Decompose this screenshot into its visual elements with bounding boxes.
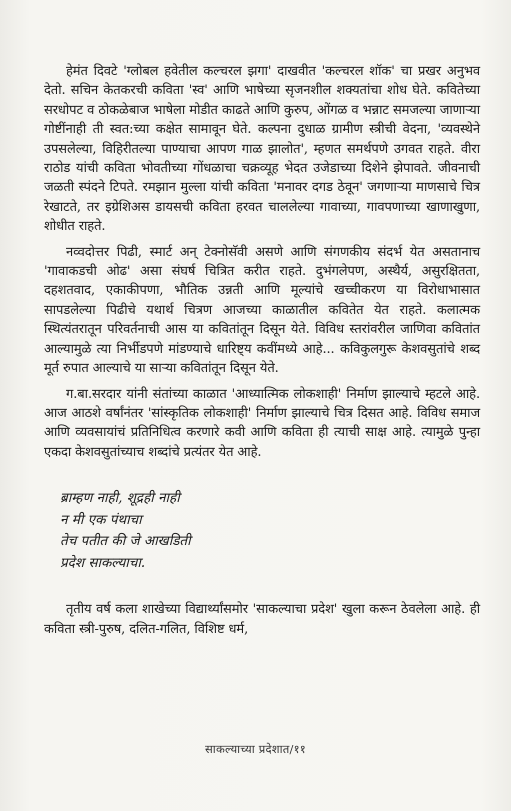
page-footer: साकल्याच्या प्रदेशात/११ <box>205 742 306 756</box>
page-body <box>44 62 480 645</box>
poem-line: प्रदेश साकल्याचा. <box>60 554 146 571</box>
paragraph-nineties-generation: नव्वदोत्तर पिढी, स्मार्ट अन् टेक्नोसॅवी असणे आणि संगणकीय संदर्भ येत असतानाच 'गावाकडची ओढ' असा संघर्ष चित्रित करीत राहते. दुभंगलेपण, अस्थैर्य, असुरक्षितता, दहशतवाद, एकाकीपणा, भौतिक उन्नती आणि मूल्यांचे खच्चीकरण या विरोधाभासात सापडलेल्या पिढीचे यथार्थ चित्रण आजच्या काळातील कवितेत येत राहते. कलात्मक स्थित्यंतरातून परिवर्तनाची आस या कवितांतून दिसून येते. विविध स्तरांवरील जाणिवा कवितांत आल्यामुळे त्या निर्भीडपणे मांडण्याचे धारिष्ट्य कवींमध्ये आहे... कविकुलगुरू केशवसुतांचे शब्द मूर्त रुपात आल्याचे या साऱ्या कवितांतून दिसून येते. <box>44 244 480 377</box>
poem-line: तेच पतीत की जे आखडिती <box>60 533 191 550</box>
paragraph-poets-overview: हेमंत दिवटे 'ग्लोबल हवेतील कल्चरल झगा' दाखवीत 'कल्चरल शॉक' चा प्रखर अनुभव देतो. सचिन केतकरची कविता 'स्व' आणि भाषेच्या सृजनशील शक्यतांचा शोध घेते. कवितेच्या सरधोपट व ठोकळेबाज भाषेला मोडीत काढते आणि कुरुप, ओंगळ व भन्नाट समजल्या जाणाऱ्या गोष्टींनाही ती स्वत:च्या कक्षेत सामावून घेते. कल्पना दुधाळ ग्रामीण स्त्रीची वेदना, 'व्यवस्थेने उपसलेल्या, विहिरीतल्या पाण्याचा आपण गाळ झालोत', म्हणत समर्थपणे उगवत राहते. वीरा राठोड यांची कविता भोवतीच्या गोंधळाचा चक्रव्यूह भेदत उजेडाच्या दिशेने झेपावते. जीवनाची जळती स्पंदने टिपते. रमझान मुल्ला यांची कविता 'मनावर दगड ठेवून' जगणाऱ्या माणसाचे चित्र रेखाटते, तर इग्रेशिअस डायसची कविता हरवत चाललेल्या गावाच्या, गावपणाच्या खाणाखुणा, शोधीत राहते. <box>44 64 480 235</box>
paragraph-third-year: तृतीय वर्ष कला शाखेच्या विद्यार्थ्यांसमोर 'साकल्याचा प्रदेश' खुला करून ठेवलेला आहे. ही कविता स्त्री-पुरुष, दलित-गलित, विशिष्ट धर्म, <box>44 602 480 637</box>
paragraph-cultural-democracy: ग.बा.सरदार यांनी संतांच्या काळात 'आध्यात्मिक लोकशाही' निर्माण झाल्याचे म्हटले आहे. आज आठशे वर्षांनंतर 'सांस्कृतिक लोकशाही' निर्माण झाल्याचे चित्र दिसत आहे. विविध समाज आणि व्यवसायांचं प्रतिनिधित्व करणारे कवी आणि कविता ही त्याची साक्ष आहे. त्यामुळे पुन्हा एकदा केशवसुतांच्याच शब्दांचे प्रत्यंतर येत आहे. <box>44 386 480 460</box>
poem-quote <box>60 488 480 574</box>
poem-line: न मी एक पंथाचा <box>60 511 142 528</box>
poem-line: ब्राम्हण नाही, शूद्रही नाही <box>60 490 180 507</box>
